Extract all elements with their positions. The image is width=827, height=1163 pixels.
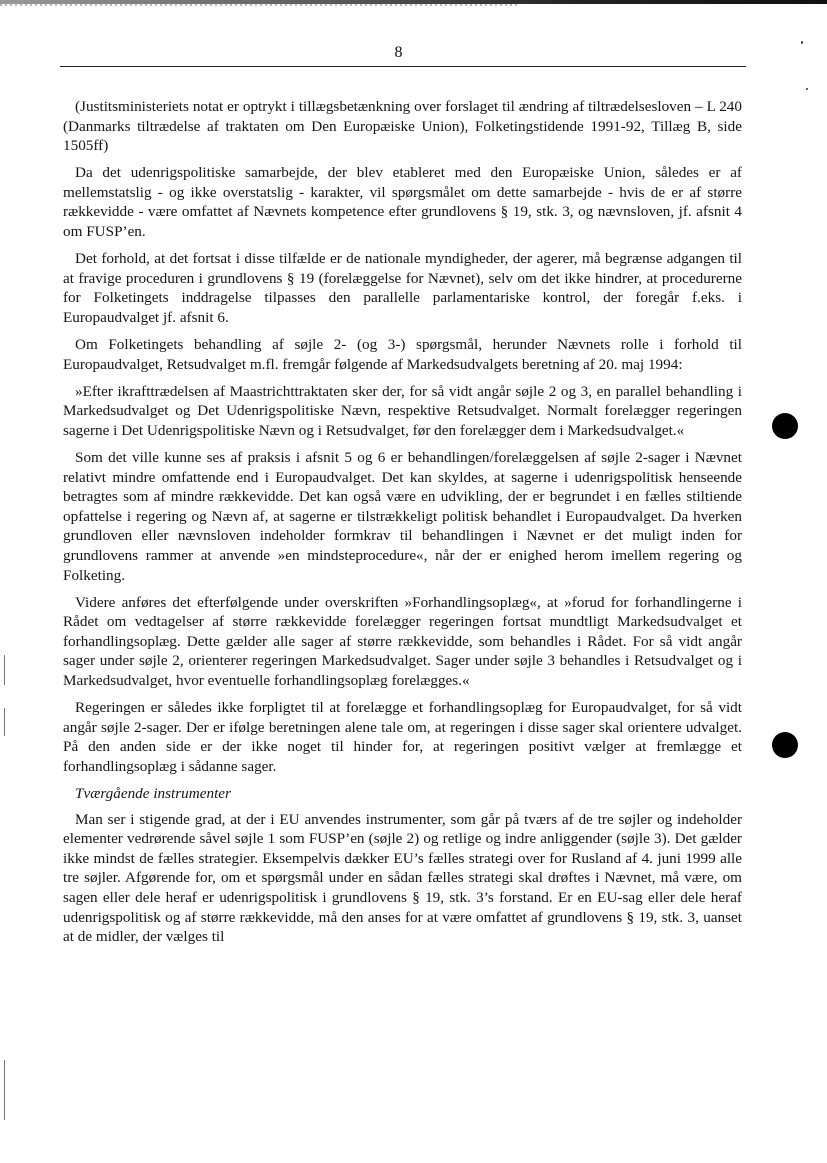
paragraph: Regeringen er således ikke forpligtet til at forelægge et forhandlingsoplæg for Europaudvalget, for så vidt angår søjle 2-sager. Der er ifølge beretningen alene tale om, at regeringen i disse sager skal orientere udvalget. På den anden side er der ikke noget til hinder for, at regeringen positivt vælger at fremlægge et forhandlingsoplæg i sådanne sager. xyxy=(63,699,742,775)
scan-top-edge-noise xyxy=(0,4,520,6)
paragraph-citation: (Justitsministeriets notat er optrykt i tillægsbetænkning over forslaget til ændring af tiltrædelsesloven – L 240 (Danmarks tiltrædelse af traktaten om Den Europæiske Union), Folketingstidende 1991-92, Tillæg B, side 1505ff) xyxy=(63,98,742,155)
paragraph: Det forhold, at det fortsat i disse tilfælde er de nationale myndigheder, der agerer, må begrænse adgangen til at fravige proceduren i grundlovens § 19 (forelæggelse for Nævnet), selv om det ikke hindrer, at procedurerne for Folketingets inddragelse tilpasses den parallelle parlamentariske kontrol, der foregår f.eks. i Europaudvalget jf. afsnit 6. xyxy=(63,250,742,326)
page-number: 8 xyxy=(394,44,403,61)
scan-margin-mark xyxy=(4,655,5,685)
scan-margin-mark xyxy=(4,708,5,736)
paragraph: Som det ville kunne ses af praksis i afsnit 5 og 6 er behandlingen/forelæggelsen af søjle 2-sager i Nævnet relativt mindre omfattende end i Europaudvalget. Det kan skyldes, at sagerne i udenrigspolitisk henseende betragtes som af mindre rækkevidde. Det kan også være en udvikling, der er begrundet i en fælles stiltiende opfattelse i regering og Nævn af, at sagerne er tilstrækkeligt politisk behandlet i Europaudvalget. Da hverken grundloven eller nævnsloven indeholder formkrav til behandlingen i Nævnet er det muligt inden for grundlovens rammer at anvende »en mindsteprocedure«, når der er enighed herom imellem regering og Folketing. xyxy=(63,449,742,584)
scan-margin-mark xyxy=(4,1060,5,1120)
punch-hole xyxy=(772,413,798,439)
punch-hole xyxy=(772,732,798,758)
scan-speck xyxy=(801,41,803,44)
paragraph: Videre anføres det efterfølgende under overskriften »Forhandlingsoplæg«, at »forud for forhandlingerne i Rådet om vedtagelser af større rækkevidde forelægger regeringen fortsat mundtligt Markedsudvalget et forhandlingsoplæg. Dette gælder alle sager af større rækkevidde, som behandles i Rådet. For så vidt angår sager under søjle 2, orienterer regeringen Markedsudvalget. Sager under søjle 3 behandles i Retsudvalget og i Markedsudvalget, hvor eventuelle forhandlingsoplæg forelægges.« xyxy=(63,593,742,690)
document-body xyxy=(63,97,742,954)
paragraph-quote: »Efter ikrafttrædelsen af Maastrichttraktaten sker der, for så vidt angår søjle 2 og 3, en parallel behandling i Markedsudvalget og Det Udenrigspolitiske Nævn, respektive Retsudvalget. Normalt forelægger regeringen sagerne i Det Udenrigspolitiske Nævn og i Retsudvalget, før den forelægger dem i Markedsudvalget.« xyxy=(63,382,742,439)
header-rule xyxy=(60,66,746,67)
paragraph: Man ser i stigende grad, at der i EU anvendes instrumenter, som går på tværs af de tre søjler og indeholder elementer vedrørende såvel søjle 1 som FUSP’en (søjle 2) og retlige og indre anliggender (søjle 3). Det gælder ikke mindst de fælles strategier. Eksempelvis dækker EU’s fælles strategi over for Rusland af 4. juni 1999 alle tre søjler. Afgørende for, om et spørgsmål under en sådan fælles strategi skal drøftes i Nævnet, må være, om sagen eller dele heraf er udenrigspolitisk i grundlovens § 19, stk. 3’s forstand. Er en EU-sag eller dele heraf udenrigspolitisk og af større rækkevidde, må den anses for at være omfattet af grundlovens § 19, stk. 3, uanset at de midler, der vælges til xyxy=(63,810,742,946)
paragraph: Om Folketingets behandling af søjle 2- (og 3-) spørgsmål, herunder Nævnets rolle i forhold til Europaudvalget, Retsudvalget m.fl. fremgår følgende af Markedsudvalgets beretning af 20. maj 1994: xyxy=(63,336,742,373)
scan-speck xyxy=(806,88,808,90)
paragraph: Da det udenrigspolitiske samarbejde, der blev etableret med den Europæiske Union, således er af mellemstatslig - og ikke overstatslig - karakter, vil spørgsmålet om dette samarbejde - hvis de er af større rækkevidde - være omfattet af Nævnets kompetence efter grundlovens § 19, stk. 3, og nævnsloven, jf. afsnit 4 om FUSP’en. xyxy=(63,164,742,241)
section-subheading: Tværgående instrumenter xyxy=(75,785,231,802)
